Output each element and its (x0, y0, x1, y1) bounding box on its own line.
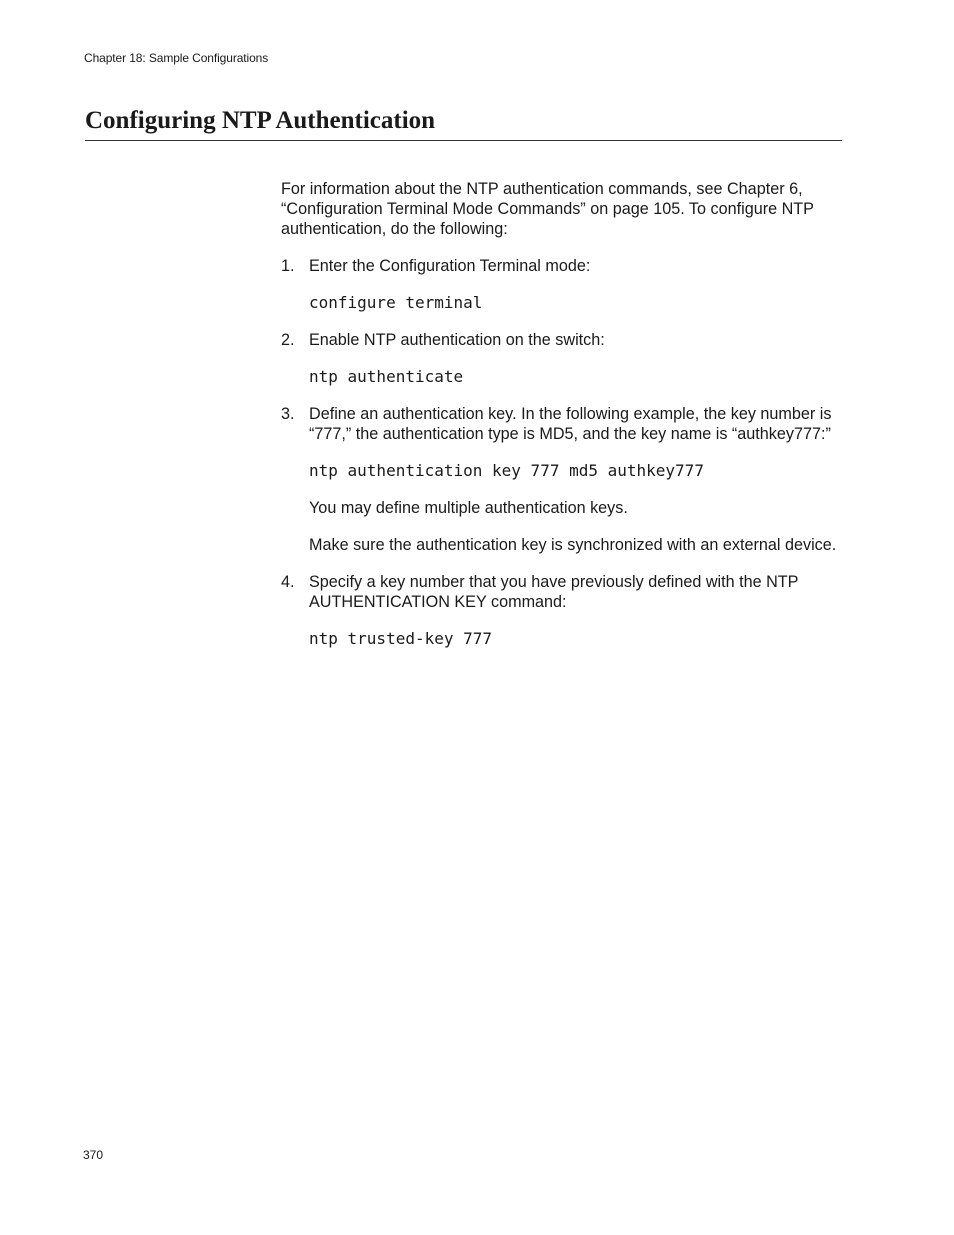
title-rule (85, 140, 842, 141)
command-example: ntp trusted-key 777 (309, 629, 493, 648)
intro-paragraph: For information about the NTP authentication commands, see Chapter 6, “Configuration Terminal Mode Commands” on page 105. To configure NTP authentication, do the following: (281, 180, 814, 238)
page-number: 370 (83, 1148, 104, 1162)
step-1 (281, 256, 841, 313)
step-4 (281, 572, 841, 649)
step-number: 4. (281, 573, 295, 591)
step-2 (281, 330, 841, 387)
body-content (281, 179, 841, 666)
running-header: Chapter 18: Sample Configurations (84, 51, 269, 65)
step-3 (281, 404, 841, 555)
step-number: 1. (281, 257, 295, 275)
step-text: Define an authentication key. In the following example, the key number is “777,” the authentication type is MD5, and the key name is “authkey777:” (309, 405, 832, 443)
step-text: Enter the Configuration Terminal mode: (309, 257, 591, 275)
section-title: Configuring NTP Authentication (85, 107, 436, 134)
step-note: Make sure the authentication key is synchronized with an external device. (309, 536, 837, 554)
steps-list (281, 256, 841, 649)
step-number: 3. (281, 405, 295, 423)
command-example: ntp authenticate (309, 367, 464, 386)
step-text: Specify a key number that you have previously defined with the NTP AUTHENTICATION KEY command: (309, 573, 799, 611)
step-number: 2. (281, 331, 295, 349)
command-example: configure terminal (309, 293, 483, 312)
step-text: Enable NTP authentication on the switch: (309, 331, 605, 349)
step-note: You may define multiple authentication keys. (309, 499, 628, 517)
command-example: ntp authentication key 777 md5 authkey777 (309, 461, 704, 480)
